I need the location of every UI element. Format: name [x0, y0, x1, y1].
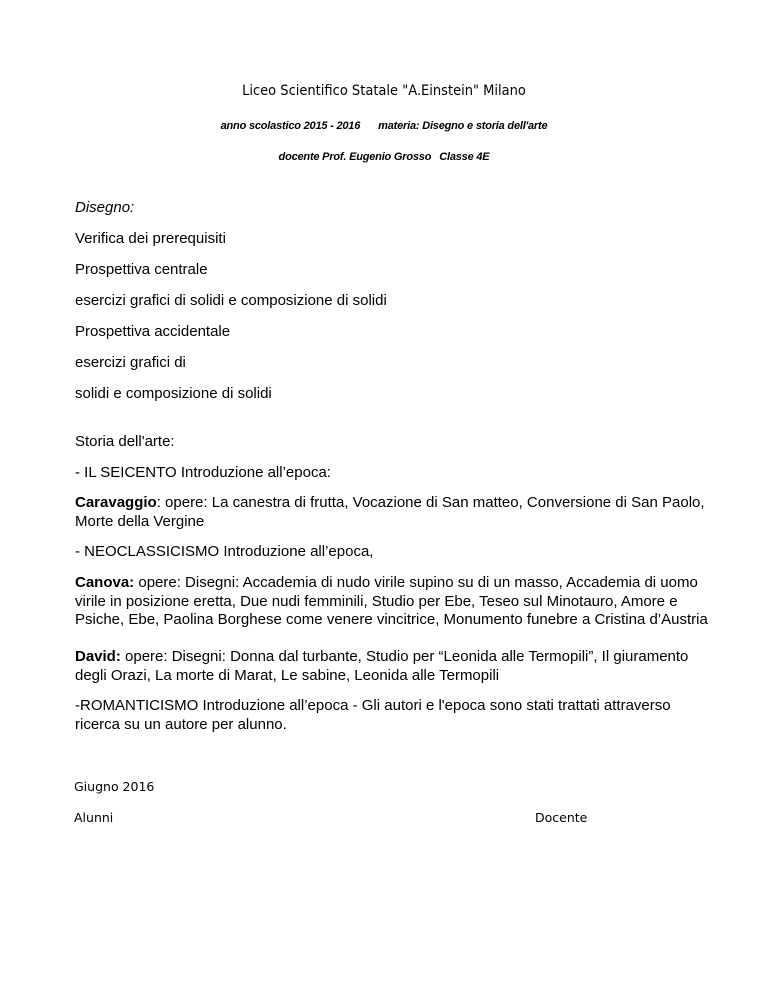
storia-heading: Storia dell'arte:: [75, 433, 175, 450]
canova-paragraph: [75, 574, 715, 630]
disegno-item: solidi e composizione di solidi: [75, 385, 272, 402]
teacher-name: docente Prof. Eugenio Grosso: [278, 151, 432, 163]
year-subject-line: [0, 120, 768, 132]
artist-works: : opere: La canestra di frutta, Vocazione di San matteo, Conversione di San Paolo, Morte della Vergine: [75, 494, 705, 530]
disegno-item: Prospettiva accidentale: [75, 323, 231, 340]
disegno-item: Prospettiva centrale: [75, 261, 208, 278]
artist-works: opere: Disegni: Donna dal turbante, Studio per “Leonida alle Termopili”, Il giuramento degli Orazi, La morte di Marat, Le sabine, Leonida alle Termopili: [75, 648, 689, 684]
disegno-item: Verifica dei prerequisiti: [75, 230, 226, 247]
disegno-heading: Disegno:: [75, 199, 135, 216]
artist-name: Caravaggio: [75, 494, 157, 511]
artist-name: Canova:: [75, 574, 135, 591]
subject: materia: Disegno e storia dell'arte: [378, 120, 548, 132]
caravaggio-paragraph: [75, 494, 715, 531]
seicento-line: - IL SEICENTO Introduzione all’epoca:: [75, 464, 331, 481]
disegno-item: esercizi grafici di: [75, 354, 186, 371]
artist-name: David:: [75, 648, 121, 665]
school-year: anno scolastico 2015 - 2016: [220, 120, 361, 132]
disegno-item: esercizi grafici di solidi e composizione di solidi: [75, 292, 387, 309]
students-label: Alunni: [74, 810, 114, 825]
artist-works: opere: Disegni: Accademia di nudo virile supino su di un masso, Accademia di uomo virile in posizione eretta, Due nudi femminili, Studio per Ebe, Teseo sul Minotauro, Amore e Psiche, Ebe, Paolina Borghese come venere vincitrice, Monumento funebre a Cristina d’Austria: [75, 574, 708, 628]
neoclassicismo-line: - NEOCLASSICISMO Introduzione all’epoca,: [75, 543, 374, 560]
teacher-label: Docente: [535, 810, 588, 825]
class-label: Classe 4E: [439, 151, 490, 163]
romanticismo-paragraph: -ROMANTICISMO Introduzione all’epoca - Gli autori e l'epoca sono stati trattati attraverso ricerca su un autore per alunno.: [75, 697, 671, 733]
date-label: Giugno 2016: [74, 779, 155, 794]
school-title: Liceo Scientifico Statale "A.Einstein" Milano: [242, 83, 526, 99]
david-paragraph: [75, 648, 715, 685]
teacher-class-line: [0, 151, 768, 163]
